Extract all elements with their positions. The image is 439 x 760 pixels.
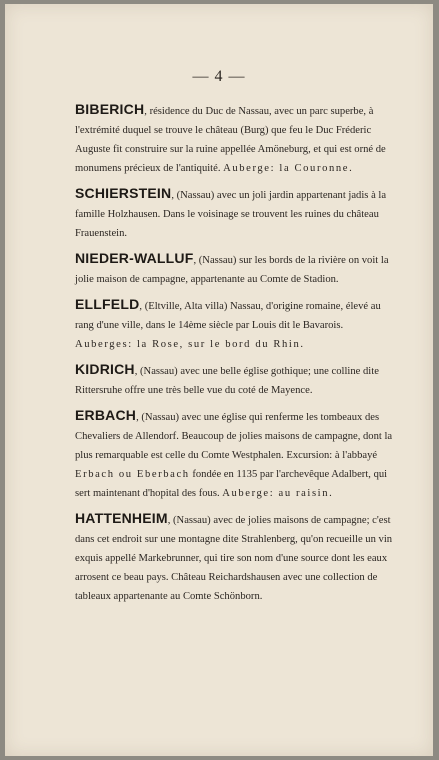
entry-heading: NIEDER-WALLUF xyxy=(75,250,194,266)
book-page xyxy=(5,4,433,756)
entry-spaced-text: Auberge: au raisin. xyxy=(222,488,334,499)
page-text xyxy=(75,100,397,612)
entry-text: , (Nassau) avec une église qui renferme les tombeaux des Chevaliers de Allendorf. Beaucoup de jolies maisons de campagne, dont la plus remarquable est celle du Comte Westphalen. Excursion: à l'abbayé xyxy=(75,412,393,461)
entry-text: , (Nassau) sur les bords de la rivière on voit la jolie maison de campagne, appartenante au Comte de Stadion. xyxy=(75,255,389,285)
entry-ellfeld xyxy=(75,295,397,354)
entry-text: , (Nassau) avec de jolies maisons de campagne; c'est dans cet endroit sur une montagne dite Strahlenberg, qu'on recueille un vin exquis appellé Markebrunner, qui tire son nom d'une source dont les eaux arrosent ce beau pays. Château Reichardshausen avec une collection de tableaux appartenante au Comte Schönborn. xyxy=(75,515,393,602)
entry-text: , (Nassau) avec une belle église gothique; une colline dite Rittersruhe offre une très belle vue du coté de Mayence. xyxy=(75,366,379,396)
entry-heading: KIDRICH xyxy=(75,361,135,377)
entry-text: , résidence du Duc de Nassau, avec un parc superbe, à l'extrémité duquel se trouve le château (Burg) que feu le Duc Fréderic Auguste fit construire sur la ruine appellée Amöneburg, et qui est orné de monumens précieux de l'antiquité. xyxy=(75,106,386,174)
entry-heading: ELLFELD xyxy=(75,296,140,312)
entry-spaced-text: Auberges: la Rose, sur le bord du Rhin. xyxy=(75,339,305,350)
entry-spaced-text: Auberge: la Couronne. xyxy=(223,163,354,174)
entry-spaced-text: Erbach ou Eberbach xyxy=(75,469,190,480)
entry-schierstein xyxy=(75,184,397,243)
entry-heading: BIBERICH xyxy=(75,101,145,117)
entry-biberich xyxy=(75,100,397,178)
entry-heading: ERBACH xyxy=(75,407,137,423)
entry-erbach xyxy=(75,406,397,503)
entry-nieder-walluf xyxy=(75,249,397,289)
page-number: — 4 — xyxy=(192,68,246,85)
entry-text: , (Eltville, Alta villa) Nassau, d'origine romaine, élevé au rang d'une ville, dans le 14ème siècle par Louis dit le Bavarois. xyxy=(75,301,381,331)
entry-heading: HATTENHEIM xyxy=(75,510,168,526)
entry-heading: SCHIERSTEIN xyxy=(75,185,172,201)
entry-text: fondée en 1135 par l'archevêque Adalbert, qui sert maintenant d'hopital des fous. xyxy=(75,469,388,499)
entry-kidrich xyxy=(75,360,397,400)
entry-hattenheim xyxy=(75,509,397,606)
entry-text: , (Nassau) avec un joli jardin appartenant jadis à la famille Holzhausen. Dans le voisinage se trouvent les ruines du château Frauenstein. xyxy=(75,190,387,239)
